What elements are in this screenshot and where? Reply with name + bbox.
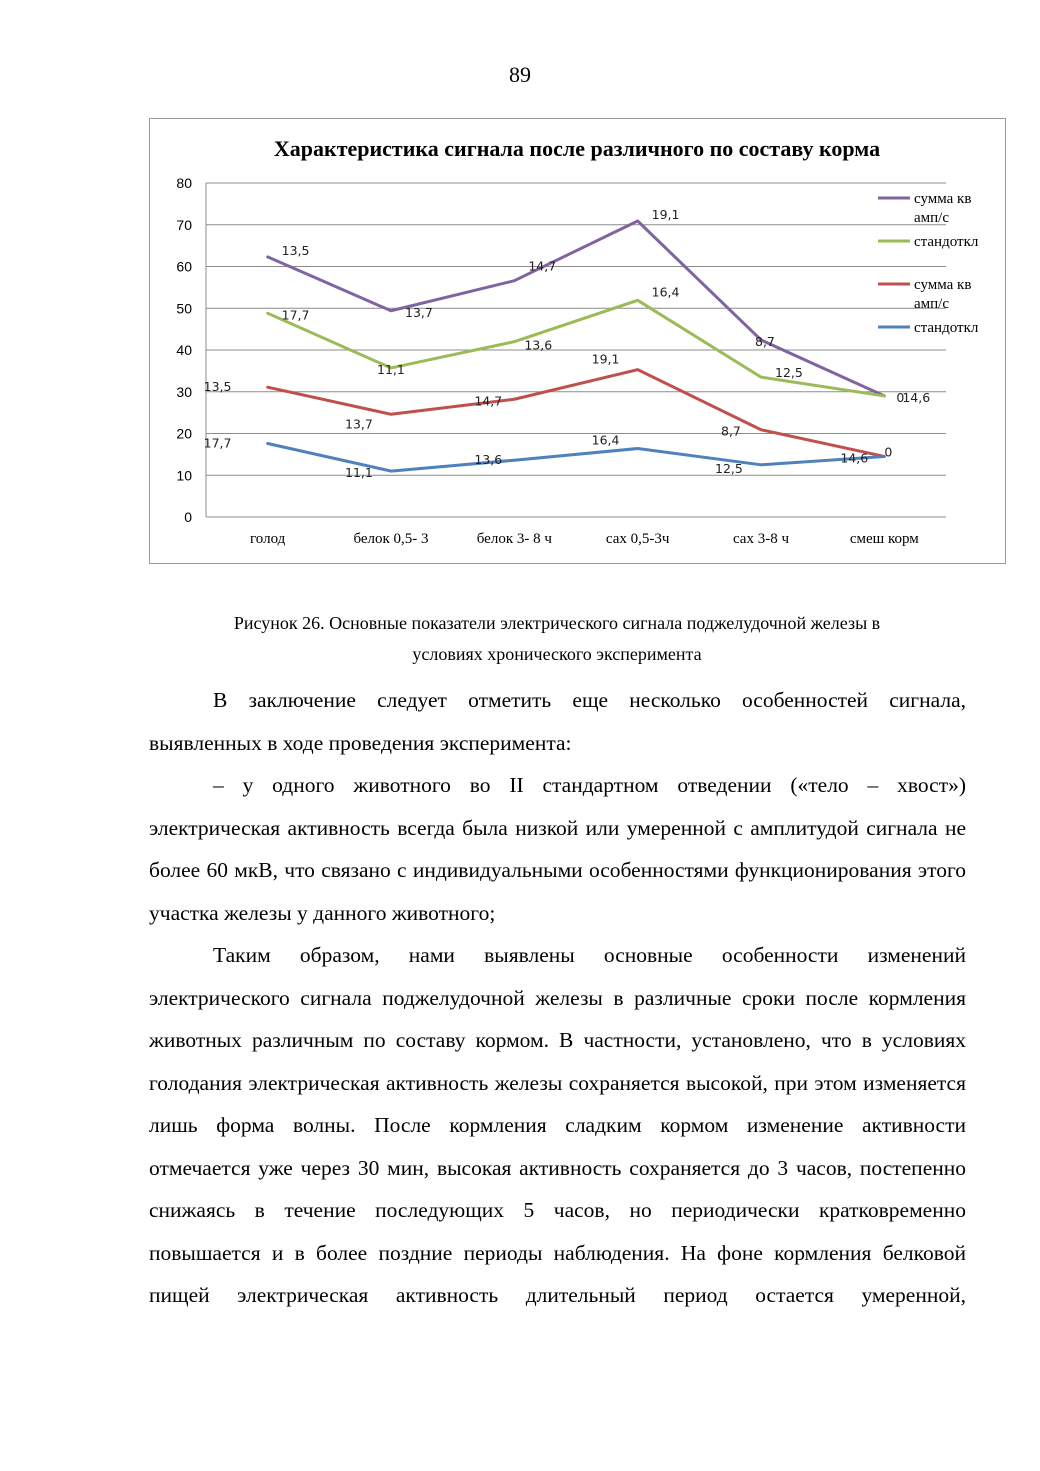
data-label: 13,7 [405,304,433,320]
series-line [268,300,885,396]
figure-caption [149,608,965,670]
data-label: 13,6 [474,452,503,468]
data-label: 11,1 [345,465,373,481]
data-label: 13,5 [281,242,310,258]
x-tick-label: сах 0,5-3ч [605,531,670,547]
data-label: 8,7 [755,333,775,349]
y-tick-label: 20 [176,425,192,442]
data-label: 19,1 [651,206,680,222]
legend-label: сумма кв амп/с [914,277,972,312]
y-tick-label: 0 [184,509,192,525]
chart-title: Характеристика сигнала после различного по составу корма [273,136,881,161]
y-tick-label: 60 [176,258,192,275]
legend-label: сумма кв амп/с [914,191,972,226]
x-tick-label: голод [250,531,286,547]
data-label: 14,7 [528,258,557,274]
data-label: 0 [884,444,893,460]
legend-label: стандоткл [914,320,979,336]
data-label: 16,4 [591,432,620,448]
y-tick-label: 50 [176,300,192,317]
data-label: 13,5 [203,379,232,395]
data-label: 0 [896,389,905,405]
paragraph-summary: Таким образом, нами выявлены основные особенности изменений электрического сигнала поджелудочной железы в различные сроки после кормления животных различным по составу кормом. В частности, установлено, что в условиях голодания электрическая активность железы сохраняется высокой, при этом изменяется лишь форма волны. После кормления сладким кормом изменение активности отмечается уже через 30 мин, высокая активность сохраняется до 3 часов, постепенно снижаясь в течение последующих 5 часов, но периодически кратковременно повышается и в более поздние периоды наблюдения. На фоне кормления белковой пищей электрическая активность длительный период остается умеренной, [149,943,966,1307]
data-label: 14,7 [474,393,503,409]
data-label: 11,1 [377,361,405,377]
data-label: 12,5 [715,460,743,476]
y-tick-label: 80 [176,175,192,191]
legend-label: стандоткл [914,234,979,250]
data-label: 19,1 [591,351,620,367]
x-tick-label: смеш корм [849,531,919,547]
y-tick-label: 70 [176,216,192,233]
data-label: 12,5 [775,365,803,381]
data-label: 13,6 [524,337,553,353]
line-chart [150,119,1005,563]
paragraph-conclusion-intro: В заключение следует отметить еще несколько особенностей сигнала, выявленных в ходе проведения эксперимента: [149,688,966,755]
data-label: 14,6 [902,389,931,405]
body-text [149,679,966,1317]
data-label: 14,6 [840,450,869,466]
page-number: 89 [509,62,531,87]
chart-figure [149,118,1006,564]
x-tick-label: сах 3-8 ч [732,531,790,547]
data-label: 13,7 [345,416,373,432]
caption-line-1: Рисунок 26. Основные показатели электрического сигнала поджелудочной железы в [233,613,881,633]
x-tick-label: белок 3- 8 ч [476,531,552,547]
data-label: 16,4 [651,284,680,300]
y-tick-label: 40 [176,342,192,358]
data-label: 8,7 [721,423,741,439]
data-label: 17,7 [203,435,232,451]
x-tick-label: белок 0,5- 3 [353,531,429,547]
y-tick-label: 30 [176,383,192,400]
data-label: 17,7 [281,307,310,323]
y-tick-label: 10 [176,467,192,484]
paragraph-bullet: – у одного животного во II стандартном отведении («тело – хвост») электрическая активность всегда была низкой или умеренной с амплитудой сигнала не более 60 мкВ, что связано с индивидуальными особенностями функционирования этого участка железы у данного животного; [149,773,966,925]
caption-line-2: условиях хронического эксперимента [412,644,702,664]
